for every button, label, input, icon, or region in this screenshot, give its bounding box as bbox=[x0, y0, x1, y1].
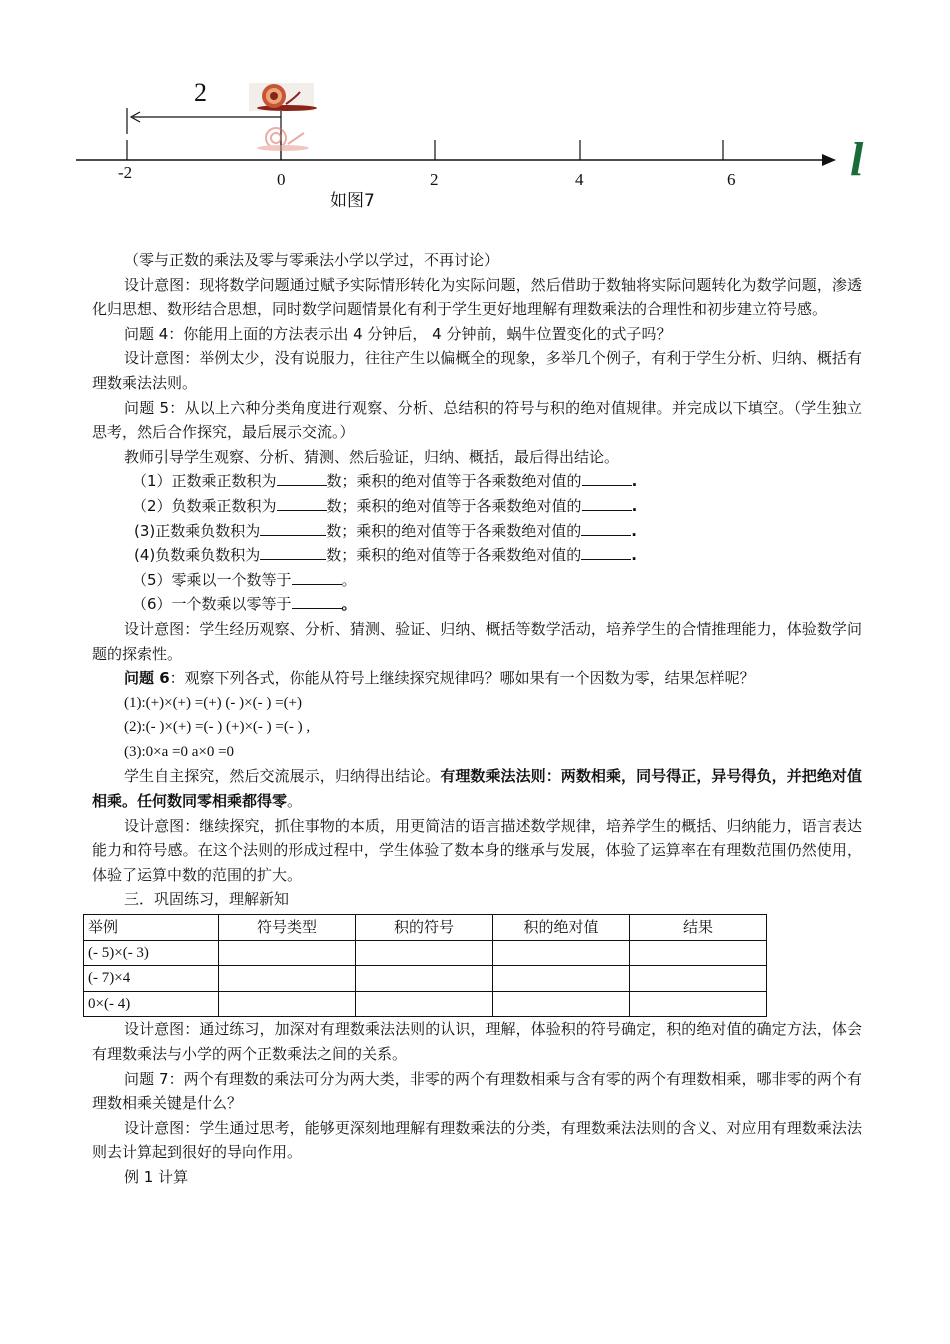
fill-item: （5）零乘以一个数等于 。 bbox=[132, 570, 357, 589]
question-6: 问题 6：观察下列各式，你能从符号上继续探究规律吗？哪如果有一个因数为零，结果怎样呢？ bbox=[124, 669, 755, 688]
table-row bbox=[84, 940, 767, 966]
fill-item: （2）负数乘正数积为 数；乘积的绝对值等于各乘数绝对值的 . bbox=[132, 496, 638, 515]
table-cell bbox=[493, 940, 630, 966]
table-cell bbox=[356, 966, 493, 992]
number-line-svg bbox=[0, 0, 950, 230]
practice-table bbox=[83, 914, 767, 1017]
table-cell bbox=[219, 940, 356, 966]
teacher-guide: 教师引导学生观察、分析、猜测、然后验证，归纳、概括，最后得出结论。 bbox=[124, 447, 620, 466]
intent-paragraph: 设计意图：学生经历观察、分析、猜测、验证、归纳、概括等数学活动，培养学生的合情推理能力，体验数学问题的探索性。 bbox=[92, 619, 862, 663]
table-header: 积的符号 bbox=[356, 915, 493, 941]
table-header-row bbox=[84, 915, 767, 941]
snail-shadow-icon bbox=[257, 128, 309, 151]
figure-caption: 如图7 bbox=[330, 191, 375, 211]
question-4: 问题 4：你能用上面的方法表示出 4 分钟后， 4 分钟前，蜗牛位置变化的式子吗？ bbox=[124, 324, 672, 343]
table-cell bbox=[630, 966, 767, 992]
snail-icon bbox=[249, 83, 317, 111]
intent-paragraph: 设计意图：继续探究，抓住事物的本质，用更简洁的语言描述数学规律，培养学生的概括、归纳能力，语言表达能力和符号感。在这个法则的形成过程中，学生体验了数本身的继承与发展，体验了运算率在有理数范围仍然使用，体验了运算中数的范围的扩大。 bbox=[92, 816, 862, 884]
intent-paragraph: 设计意图：现将数学问题通过赋予实际情形转化为实际问题，然后借助于数轴将实际问题转化为数学问题，渗透化归思想、数形结合思想，同时数学问题情景化有利于学生更好地理解有理数乘法的合理性和初步建立符号感。 bbox=[92, 275, 862, 319]
table-cell bbox=[356, 991, 493, 1017]
table-cell: 0×(- 4) bbox=[84, 991, 219, 1017]
table-cell: (- 7)×4 bbox=[84, 966, 219, 992]
fill-item: (4)负数乘负数积为 数；乘积的绝对值等于各乘数绝对值的 . bbox=[134, 546, 637, 565]
distance-label: 2 bbox=[194, 78, 207, 107]
table-cell bbox=[630, 991, 767, 1017]
question-7: 问题 7：两个有理数的乘法可分为两大类，非零的两个有理数相乘与含有零的两个有理数相乘，哪非零的两个有理数相乘关键是什么？ bbox=[92, 1069, 862, 1113]
intent-paragraph: 设计意图：举例太少，没有说服力，往往产生以偏概全的现象，多举几个例子，有利于学生分析、归纳、概括有理数乘法法则。 bbox=[92, 349, 862, 392]
axis-name: l bbox=[850, 133, 864, 186]
axis-arrowhead bbox=[822, 154, 836, 166]
table-header: 结果 bbox=[630, 915, 767, 941]
table-cell bbox=[493, 966, 630, 992]
tick-label: 4 bbox=[575, 170, 584, 189]
sign-rule-line: (2):(- )×(+) =(- ) (+)×(- ) =(- ) , bbox=[124, 719, 311, 736]
multiplication-rule: 学生自主探究，然后交流展示，归纳得出结论。有理数乘法法则：两数相乘，同号得正，异号得负，并把绝对值相乘。任何数同零相乘都得零。 bbox=[92, 767, 862, 811]
intent-paragraph: 设计意图：学生通过思考，能够更深刻地理解有理数乘法的分类，有理数乘法法则的含义、对应用有理数乘法法则去计算起到很好的导向作用。 bbox=[92, 1118, 862, 1162]
tick-label: 6 bbox=[727, 170, 736, 189]
fill-item: （1）正数乘正数积为 数；乘积的绝对值等于各乘数绝对值的 . bbox=[132, 472, 638, 491]
table-header: 积的绝对值 bbox=[493, 915, 630, 941]
example-heading: 例 1 计算 bbox=[124, 1167, 189, 1186]
table-row bbox=[84, 991, 767, 1017]
sign-rule-line: (1):(+)×(+) =(+) (- )×(- ) =(+) bbox=[124, 694, 303, 711]
tick-label: 0 bbox=[277, 170, 286, 189]
table-cell bbox=[219, 991, 356, 1017]
table-header: 符号类型 bbox=[219, 915, 356, 941]
document-body bbox=[88, 248, 862, 1190]
section-heading: 三．巩固练习，理解新知 bbox=[124, 890, 290, 909]
number-line-figure bbox=[0, 0, 950, 230]
table-cell bbox=[356, 940, 493, 966]
table-cell bbox=[219, 966, 356, 992]
table-cell bbox=[493, 991, 630, 1017]
table-cell: (- 5)×(- 3) bbox=[84, 940, 219, 966]
tick-label: 2 bbox=[430, 170, 439, 189]
table-header: 举例 bbox=[84, 915, 219, 941]
zero-rule-line: (3):0×a =0 a×0 =0 bbox=[124, 743, 235, 760]
intent-paragraph: 设计意图：通过练习，加深对有理数乘法法则的认识，理解，体验积的符号确定，积的绝对值的确定方法，体会有理数乘法与小学的两个正数乘法之间的关系。 bbox=[92, 1020, 862, 1063]
note-paragraph: （零与正数的乘法及零与零乘法小学以学过，不再讨论） bbox=[124, 251, 500, 269]
fill-item: (3)正数乘负数积为 数；乘积的绝对值等于各乘数绝对值的 . bbox=[134, 521, 637, 540]
question-5: 问题 5：从以上六种分类角度进行观察、分析、总结积的符号与积的绝对值规律。并完成以下填空。（学生独立思考，然后合作探究，最后展示交流。） bbox=[92, 398, 862, 442]
tick-label: -2 bbox=[118, 163, 133, 182]
fill-item: （6）一个数乘以零等于 。 bbox=[132, 595, 357, 614]
table-row bbox=[84, 966, 767, 992]
table-cell bbox=[630, 940, 767, 966]
